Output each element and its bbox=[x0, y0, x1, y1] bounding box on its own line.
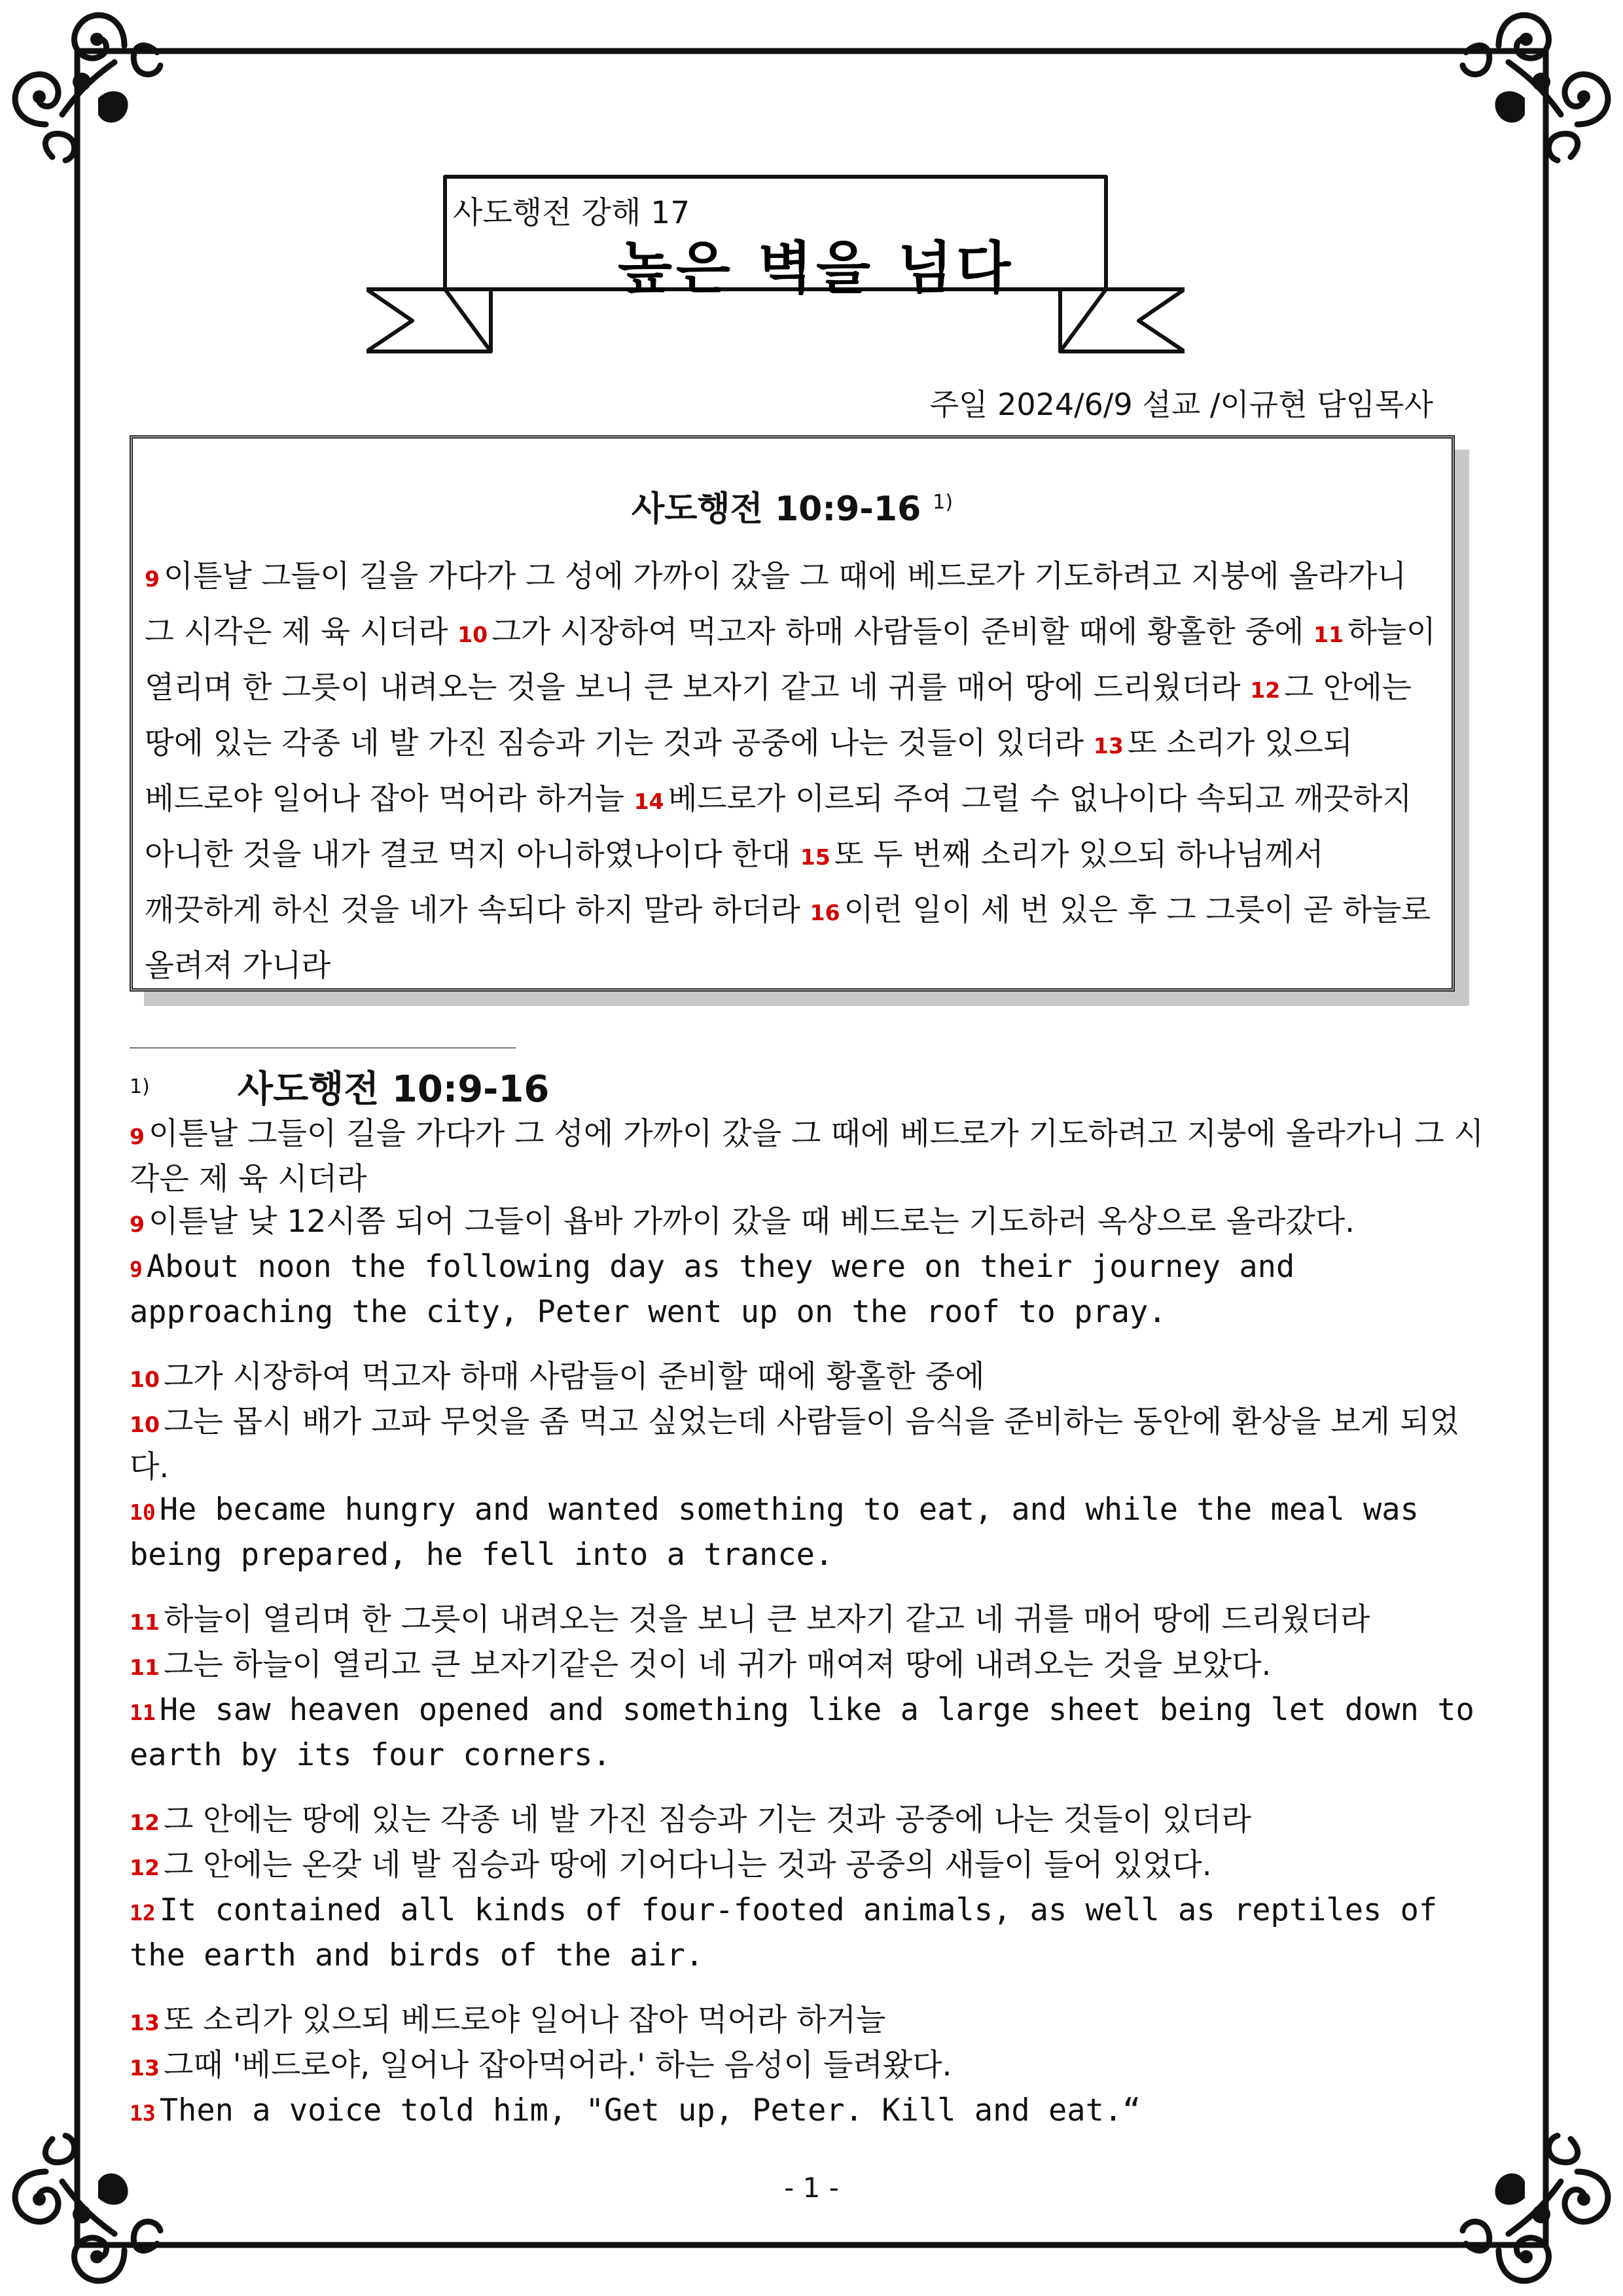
sermon-meta: 주일 2024/6/9 설교 /이규현 담임목사 bbox=[929, 387, 1433, 422]
scripture-reference-heading bbox=[145, 481, 1440, 530]
sermon-series-label: 사도행전 강해 17 bbox=[453, 195, 690, 231]
verse-line-modern bbox=[130, 1200, 1484, 1246]
verse-line-english bbox=[130, 1488, 1484, 1576]
verse-number: 13 bbox=[1093, 733, 1124, 759]
verse-text: 그가 시장하여 먹고자 하매 사람들이 준비할 때에 황홀한 중에 bbox=[491, 614, 1314, 649]
verse-text: 하늘이 열리며 한 그릇이 내려오는 것을 보니 큰 보자기 같고 네 귀를 매어 땅에 드리웠더라 bbox=[145, 614, 1436, 705]
verse-number: 10 bbox=[130, 1412, 160, 1437]
scripture-passage bbox=[145, 550, 1440, 992]
footnote-verse-group bbox=[130, 1799, 1484, 1977]
footnote-verse-group bbox=[130, 1598, 1484, 1776]
verse-number: 14 bbox=[633, 789, 664, 814]
footnote-verse-group bbox=[130, 1113, 1484, 1333]
corner-ornament-top-right bbox=[1446, 0, 1623, 177]
footnote-header bbox=[130, 1060, 1484, 1113]
verse-line-english bbox=[130, 1889, 1484, 1977]
verse-line-text: 하늘이 열리며 한 그릇이 내려오는 것을 보니 큰 보자기 같고 네 귀를 매어 땅에 드리웠더라 bbox=[163, 1602, 1370, 1638]
verse-number: 13 bbox=[130, 2100, 156, 2126]
verse-line-text: 그 안에는 땅에 있는 각종 네 발 가진 짐승과 기는 것과 공중에 나는 것들이 있더라 bbox=[163, 1802, 1251, 1838]
footnote-divider bbox=[130, 1047, 516, 1049]
verse-text: 이런 일이 세 번 있은 후 그 그릇이 곧 하늘로 올려져 가니라 bbox=[145, 892, 1431, 983]
verse-line-krv bbox=[130, 1598, 1484, 1643]
sermon-title: 높은 벽을 넘다 bbox=[617, 236, 1015, 301]
verse-line-krv bbox=[130, 1113, 1484, 1200]
verse-line-text: 이튿날 낮 12시쯤 되어 그들이 욥바 가까이 갔을 때 베드로는 기도하러 옥상으로 올라갔다. bbox=[148, 1204, 1355, 1240]
verse-line-text: 그가 시장하여 먹고자 하매 사람들이 준비할 때에 황홀한 중에 bbox=[163, 1359, 985, 1395]
verse-line-english bbox=[130, 2089, 1484, 2134]
footnote-title: 사도행전 10:9-16 bbox=[238, 1068, 550, 1111]
verse-line-modern bbox=[130, 2044, 1484, 2089]
verse-number: 10 bbox=[457, 622, 488, 647]
verse-number: 13 bbox=[130, 2055, 160, 2081]
verse-line-modern bbox=[130, 1844, 1484, 1889]
verse-number: 9 bbox=[145, 566, 160, 592]
verse-line-krv bbox=[130, 1999, 1484, 2044]
verse-text: 또 두 번째 소리가 있으되 하나님께서 깨끗하게 하신 것을 네가 속되다 하지 말라 하더라 bbox=[145, 836, 1324, 927]
verse-number: 11 bbox=[130, 1700, 156, 1725]
verse-number: 16 bbox=[810, 900, 840, 925]
verse-number: 12 bbox=[130, 1900, 156, 1926]
page-number: - 1 - bbox=[784, 2172, 839, 2204]
verse-number: 15 bbox=[800, 844, 830, 870]
verse-text: 이튿날 그들이 길을 가다가 그 성에 가까이 갔을 그 때에 베드로가 기도하려고 지붕에 올라가니 그 시각은 제 육 시더라 bbox=[145, 558, 1407, 649]
footnote-mark: 1) bbox=[130, 1075, 150, 1098]
verse-line-text: 그 안에는 온갖 네 발 짐승과 땅에 기어다니는 것과 공중의 새들이 들어 있었다. bbox=[163, 1847, 1212, 1883]
footnote-ref-mark: 1) bbox=[933, 490, 954, 514]
scripture-reference: 사도행전 10:9-16 bbox=[631, 490, 921, 529]
footnote bbox=[130, 1060, 1484, 2157]
verse-line-text: 그때 '베드로야, 일어나 잡아먹어라.' 하는 음성이 들려왔다. bbox=[163, 2047, 952, 2083]
verse-line-text: 그는 몹시 배가 고파 무엇을 좀 먹고 싶었는데 사람들이 음식을 준비하는 동안에 환상을 보게 되었다. bbox=[130, 1404, 1459, 1485]
verse-line-text: He saw heaven opened and something like a large sheet being let down to earth by its four corners. bbox=[130, 1692, 1474, 1773]
verse-line-text: 또 소리가 있으되 베드로야 일어나 잡아 먹어라 하거늘 bbox=[163, 2002, 886, 2038]
verse-line-text: It contained all kinds of four-footed animals, as well as reptiles of the earth and birds of the air. bbox=[130, 1892, 1438, 1973]
verse-line-text: Then a voice told him, "Get up, Peter. Kill and eat.“ bbox=[159, 2092, 1141, 2128]
verse-number: 12 bbox=[130, 1855, 160, 1880]
verse-text: 또 소리가 있으되 베드로야 일어나 잡아 먹어라 하거늘 bbox=[145, 725, 1353, 816]
verse-number: 12 bbox=[130, 1810, 160, 1835]
verse-line-modern bbox=[130, 1401, 1484, 1488]
footnote-verse-group bbox=[130, 1999, 1484, 2134]
verse-line-text: 그는 하늘이 열리고 큰 보자기같은 것이 네 귀가 매여져 땅에 내려오는 것을 보았다. bbox=[163, 1647, 1272, 1683]
verse-number: 9 bbox=[130, 1257, 143, 1282]
verse-number: 13 bbox=[130, 2010, 160, 2036]
verse-number: 10 bbox=[130, 1499, 156, 1525]
verse-line-krv bbox=[130, 1799, 1484, 1844]
verse-number: 9 bbox=[130, 1211, 145, 1237]
verse-number: 9 bbox=[130, 1124, 145, 1149]
scripture-box bbox=[130, 435, 1455, 992]
verse-line-english bbox=[130, 1246, 1484, 1333]
verse-line-text: About noon the following day as they were on their journey and approaching the city, Peter went up on the roof to pray. bbox=[130, 1249, 1295, 1330]
verse-text: 베드로가 이르되 주여 그럴 수 없나이다 속되고 깨끗하지 아니한 것을 내가 결코 먹지 아니하였나이다 한대 bbox=[145, 781, 1412, 872]
verse-line-text: 이튿날 그들이 길을 가다가 그 성에 가까이 갔을 그 때에 베드로가 기도하려고 지붕에 올라가니 그 시각은 제 육 시더라 bbox=[130, 1116, 1484, 1197]
verse-line-text: He became hungry and wanted something to eat, and while the meal was being prepared, he fell into a trance. bbox=[130, 1492, 1419, 1573]
verse-number: 11 bbox=[130, 1655, 160, 1680]
verse-line-english bbox=[130, 1689, 1484, 1776]
verse-number: 11 bbox=[1313, 622, 1344, 647]
verse-number: 11 bbox=[130, 1609, 160, 1635]
verse-number: 10 bbox=[130, 1367, 160, 1392]
verse-line-modern bbox=[130, 1643, 1484, 1689]
verse-number: 12 bbox=[1250, 677, 1281, 703]
corner-ornament-top-left bbox=[0, 0, 177, 177]
verse-line-krv bbox=[130, 1355, 1484, 1401]
footnote-verse-group bbox=[130, 1355, 1484, 1576]
verse-text: 그 안에는 땅에 있는 각종 네 발 가진 짐승과 기는 것과 공중에 나는 것들이 있더라 bbox=[145, 670, 1412, 761]
